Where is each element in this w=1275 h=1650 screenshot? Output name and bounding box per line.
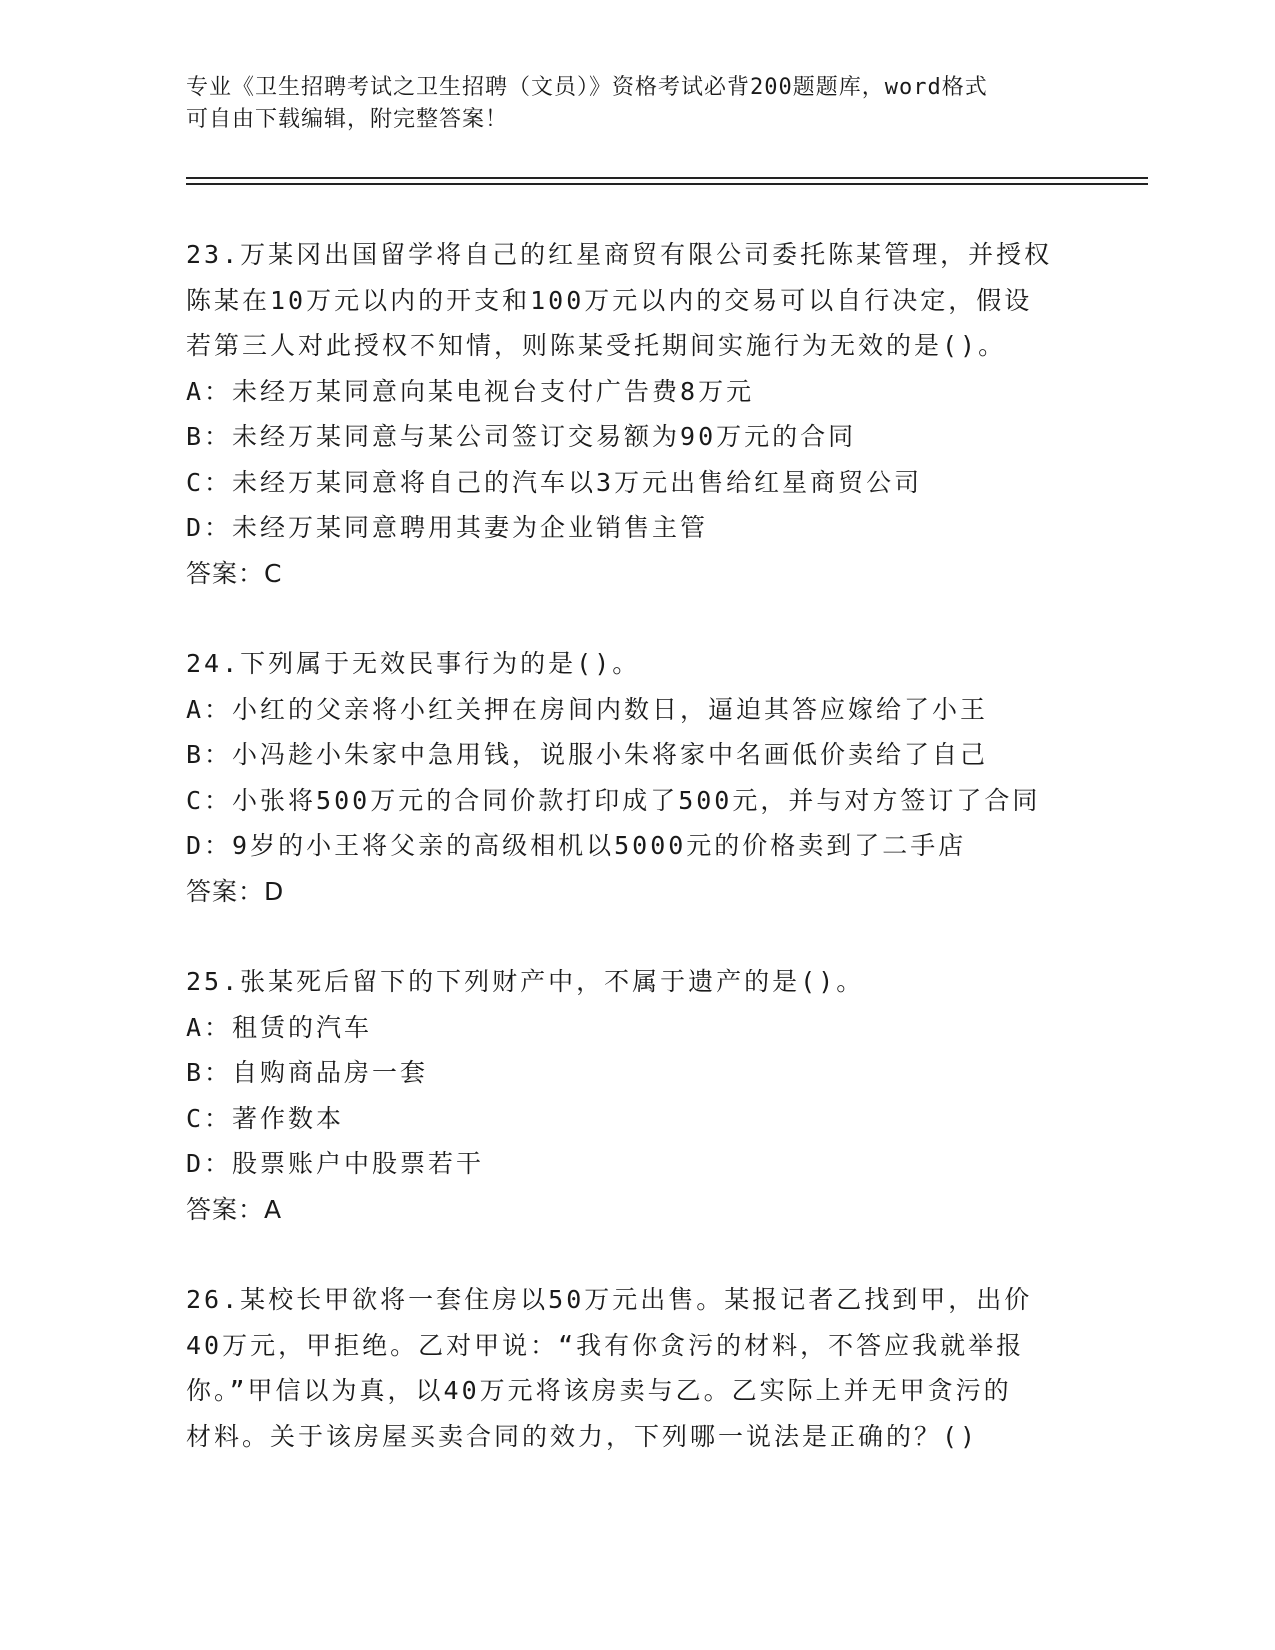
header-title-line-1: 专业《卫生招聘考试之卫生招聘（文员）》资格考试必背200题题库，word格式: [186, 75, 988, 100]
question-24: [186, 641, 1086, 914]
question-26: [186, 1277, 1086, 1459]
answer-line: 答案：D: [186, 876, 285, 906]
question-text-line: 陈某在10万元以内的开支和100万元以内的交易可以自行决定，假设: [186, 285, 1033, 315]
question-text-line: 26.某校长甲欲将一套住房以50万元出售。某报记者乙找到甲，出价: [186, 1285, 1033, 1314]
question-23: [186, 232, 1086, 596]
header-title-line-2: 可自由下载编辑，附完整答案！: [186, 107, 509, 132]
option-b: B：未经万某同意与某公司签订交易额为90万元的合同: [186, 422, 857, 451]
answer-line: 答案：C: [186, 558, 283, 588]
header-divider-bottom: [186, 183, 1148, 185]
question-text-line: 24.下列属于无效民事行为的是()。: [186, 649, 641, 678]
option-a: A：租赁的汽车: [186, 1012, 373, 1042]
document-header: [186, 72, 1066, 136]
option-d: D：未经万某同意聘用其妻为企业销售主管: [186, 513, 709, 542]
question-text-line: 若第三人对此授权不知情，则陈某受托期间实施行为无效的是()。: [186, 331, 1007, 360]
question-text-line: 你。”甲信以为真，以40万元将该房卖与乙。乙实际上并无甲贪污的: [186, 1376, 1012, 1405]
question-text-line: 40万元，甲拒绝。乙对甲说：“我有你贪污的材料，不答应我就举报: [186, 1330, 1025, 1360]
option-c: C：小张将500万元的合同价款打印成了500元，并与对方签订了合同: [186, 785, 1041, 815]
option-c: C：未经万某同意将自己的汽车以3万元出售给红星商贸公司: [186, 467, 923, 497]
question-text-line: 23.万某冈出国留学将自己的红星商贸有限公司委托陈某管理，并授权: [186, 240, 1053, 269]
header-divider-top: [186, 177, 1148, 179]
question-text-line: 25.张某死后留下的下列财产中，不属于遗产的是()。: [186, 967, 865, 996]
option-a: A：未经万某同意向某电视台支付广告费8万元: [186, 376, 755, 406]
option-c: C：著作数本: [186, 1103, 345, 1133]
option-a: A：小红的父亲将小红关押在房间内数日，逼迫其答应嫁给了小王: [186, 694, 989, 724]
option-b: B：小冯趁小朱家中急用钱，说服小朱将家中名画低价卖给了自己: [186, 740, 989, 769]
question-list: [186, 232, 1086, 1504]
option-d: D：股票账户中股票若干: [186, 1149, 485, 1178]
question-text-line: 材料。关于该房屋买卖合同的效力，下列哪一说法是正确的？(): [186, 1421, 979, 1451]
option-b: B：自购商品房一套: [186, 1058, 429, 1087]
question-25: [186, 959, 1086, 1232]
option-d: D：9岁的小王将父亲的高级相机以5000元的价格卖到了二手店: [186, 831, 967, 860]
answer-line: 答案：A: [186, 1194, 283, 1224]
